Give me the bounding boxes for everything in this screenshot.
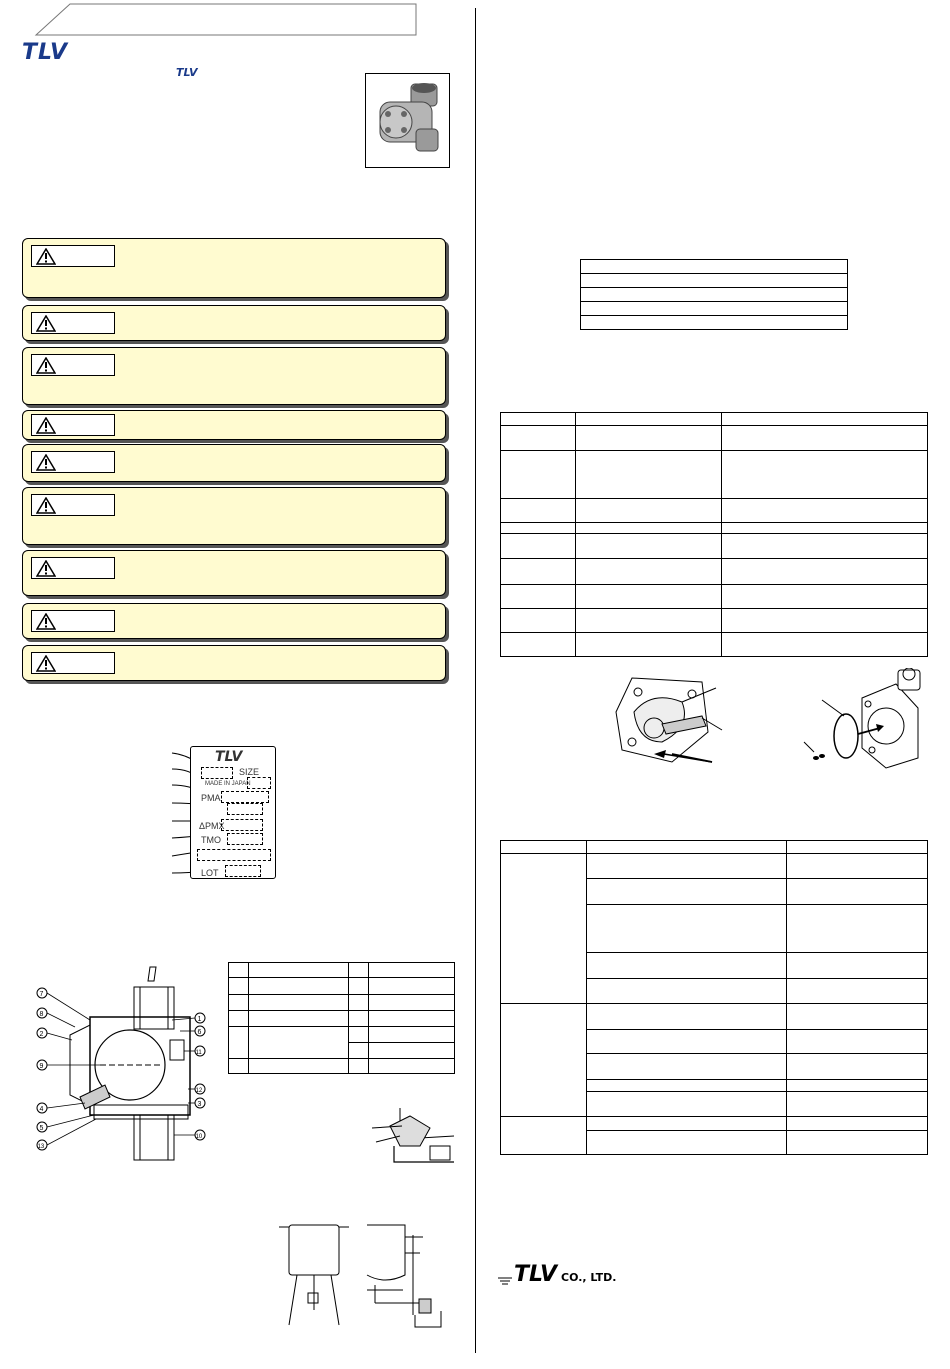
nameplate — [190, 746, 276, 879]
warning-triangle-icon — [36, 560, 56, 577]
nameplate-field — [201, 767, 233, 779]
company-mark-icon — [498, 1275, 512, 1287]
warning-triangle-icon — [36, 454, 56, 471]
company-logo-text: TLV — [514, 1262, 558, 1287]
nameplate-size-label: SIZE — [239, 767, 260, 777]
callout-9: 9 — [39, 1063, 44, 1070]
warning-triangle-icon — [36, 497, 56, 514]
warning-box-1 — [22, 238, 446, 298]
tlv-logo-small: TLV — [176, 66, 198, 79]
callout-5: 5 — [39, 1125, 44, 1132]
detail-diagram — [370, 1106, 455, 1166]
nameplate-field — [247, 777, 271, 789]
company-suffix: CO., LTD. — [561, 1271, 617, 1284]
callout-11: 11 — [195, 1050, 202, 1056]
nameplate-field — [197, 849, 271, 861]
warning-box-6 — [22, 487, 446, 545]
callout-4: 4 — [39, 1106, 44, 1113]
troubleshooting-table — [500, 840, 928, 1155]
header-banner — [22, 3, 417, 36]
warning-triangle-icon — [36, 417, 56, 434]
nameplate-pma-label: PMA — [201, 793, 221, 803]
warning-triangle-icon — [36, 248, 56, 265]
warning-triangle-icon — [36, 613, 56, 630]
warning-label — [31, 610, 115, 632]
warning-box-9 — [22, 645, 446, 681]
callout-10: 10 — [195, 1134, 203, 1140]
nameplate-tmo-label: TMO — [201, 835, 221, 845]
warning-label — [31, 312, 115, 334]
warning-box-7 — [22, 550, 446, 596]
warning-label — [31, 652, 115, 674]
callout-13: 13 — [37, 1144, 45, 1150]
trap-cross-section-diagram — [30, 965, 220, 1165]
warning-label — [31, 414, 115, 436]
callout-7: 7 — [39, 991, 44, 998]
callout-1: 1 — [197, 1016, 202, 1023]
warning-box-5 — [22, 444, 446, 482]
warning-label — [31, 494, 115, 516]
disassembly-diagram-1 — [612, 672, 732, 772]
warning-triangle-icon — [36, 655, 56, 672]
callout-6: 6 — [197, 1029, 202, 1036]
warning-box-3 — [22, 347, 446, 405]
nameplate-made-in: MADE IN JAPAN — [205, 781, 251, 787]
warning-box-4 — [22, 410, 446, 440]
nameplate-brand: TLV — [215, 749, 243, 765]
product-photo — [365, 73, 450, 168]
installation-diagram — [275, 1215, 455, 1340]
tlv-logo: TLV — [22, 40, 69, 65]
nameplate-field — [225, 865, 261, 877]
warning-label — [31, 245, 115, 267]
nameplate-field — [227, 833, 263, 845]
warning-label — [31, 451, 115, 473]
warning-box-2 — [22, 305, 446, 341]
disassembly-diagram-2 — [800, 668, 930, 778]
callout-3: 3 — [197, 1101, 202, 1108]
nameplate-field — [227, 803, 263, 815]
warning-label — [31, 557, 115, 579]
column-divider — [475, 8, 476, 1353]
callout-2: 2 — [39, 1031, 44, 1038]
callout-12: 12 — [195, 1088, 203, 1094]
warning-box-8 — [22, 603, 446, 639]
maintenance-table — [500, 412, 928, 657]
spec-table — [580, 259, 848, 330]
callout-8: 8 — [39, 1011, 44, 1018]
parts-table — [228, 962, 455, 1074]
company-logo — [498, 1262, 616, 1287]
warning-triangle-icon — [36, 357, 56, 374]
nameplate-dpmx-label: ΔPMX — [199, 821, 225, 831]
warning-label — [31, 354, 115, 376]
nameplate-field — [221, 819, 263, 831]
nameplate-lot-label: LOT — [201, 868, 219, 878]
nameplate-field — [221, 791, 269, 803]
warning-triangle-icon — [36, 315, 56, 332]
